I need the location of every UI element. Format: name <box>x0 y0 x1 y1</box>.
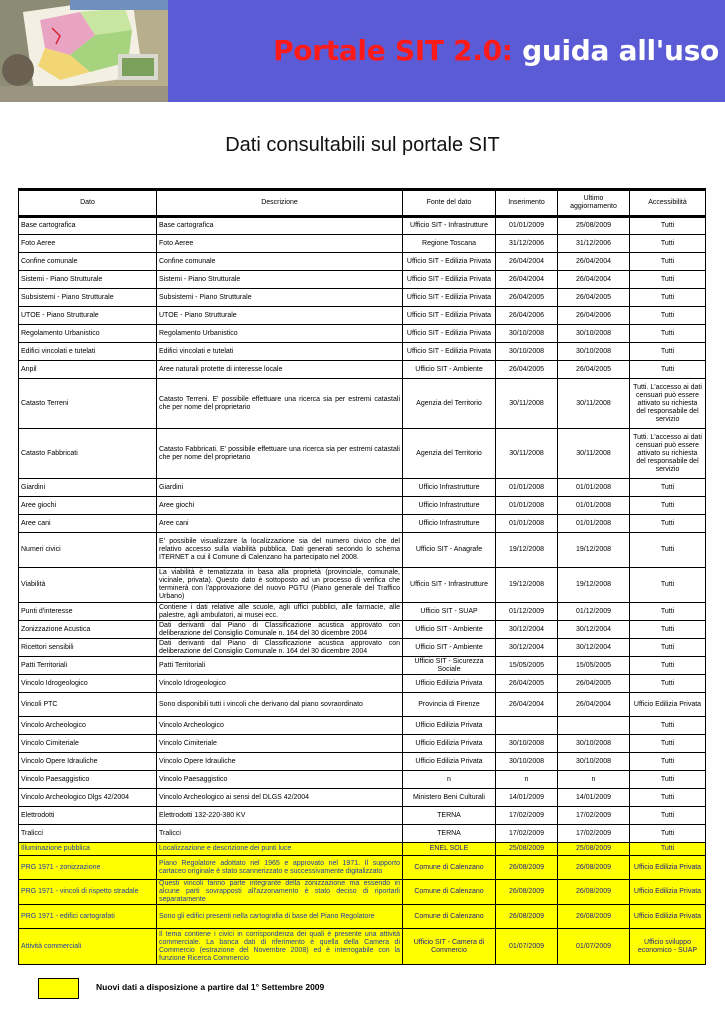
cell-inserimento: 17/02/2009 <box>496 825 558 843</box>
cell-aggiornamento: 30/10/2008 <box>558 735 630 753</box>
cell-fonte: Ufficio SIT - Edilizia Privata <box>403 253 496 271</box>
cell-accessibilita: Tutti <box>630 217 706 235</box>
cell-dato: Vincolo Idrogeologico <box>19 675 157 693</box>
cell-inserimento: n <box>496 771 558 789</box>
cell-inserimento: 30/12/2004 <box>496 639 558 657</box>
cell-descrizione: Base cartografica <box>157 217 403 235</box>
table-row <box>19 515 706 533</box>
column-header-inserimento: Inserimento <box>496 190 558 217</box>
cell-fonte: Ufficio SIT - Infrastrutture <box>403 568 496 603</box>
cell-accessibilita: Tutti <box>630 825 706 843</box>
cell-fonte: Ufficio SIT - Edilizia Privata <box>403 289 496 307</box>
cell-aggiornamento: 01/12/2009 <box>558 603 630 621</box>
cell-inserimento: 26/04/2005 <box>496 361 558 379</box>
cell-aggiornamento: 19/12/2008 <box>558 533 630 568</box>
cell-fonte: TERNA <box>403 807 496 825</box>
cell-aggiornamento: 30/11/2008 <box>558 379 630 429</box>
cell-accessibilita: Tutti <box>630 639 706 657</box>
table-row <box>19 307 706 325</box>
cell-inserimento: 30/10/2008 <box>496 343 558 361</box>
cell-aggiornamento: 30/10/2008 <box>558 753 630 771</box>
cell-inserimento: 30/12/2004 <box>496 621 558 639</box>
cell-inserimento: 26/04/2006 <box>496 307 558 325</box>
cell-fonte: Comune di Calenzano <box>403 905 496 929</box>
cell-inserimento: 30/11/2008 <box>496 429 558 479</box>
cell-fonte: Ufficio SIT - Ambiente <box>403 361 496 379</box>
header-banner <box>0 0 725 102</box>
cell-inserimento: 26/08/2009 <box>496 880 558 905</box>
cell-accessibilita: Tutti <box>630 843 706 856</box>
cell-fonte: ENEL SOLE <box>403 843 496 856</box>
cell-fonte: Agenzia del Territorio <box>403 379 496 429</box>
cell-fonte: Ufficio SIT - Infrastrutture <box>403 217 496 235</box>
cell-inserimento: 17/02/2009 <box>496 807 558 825</box>
cell-descrizione: Sono disponibili tutti i vincoli che derivano dal piano sovraordinato <box>157 693 403 717</box>
cell-aggiornamento: 26/04/2004 <box>558 253 630 271</box>
table-row <box>19 771 706 789</box>
cell-inserimento: 26/04/2005 <box>496 675 558 693</box>
cell-aggiornamento: 26/04/2004 <box>558 693 630 717</box>
cell-fonte: Regione Toscana <box>403 235 496 253</box>
cell-accessibilita: Tutti <box>630 568 706 603</box>
header-title <box>273 34 719 67</box>
cell-fonte: Comune di Calenzano <box>403 880 496 905</box>
cell-descrizione: Dati derivanti dal Piano di Classificazione acustica approvato con deliberazione del Consiglio Comunale n. 164 del 30 dicembre 2004 <box>157 639 403 657</box>
cell-dato: Patti Territoriali <box>19 657 157 675</box>
table-row <box>19 568 706 603</box>
cell-accessibilita: Tutti <box>630 717 706 735</box>
cell-aggiornamento: 25/08/2009 <box>558 217 630 235</box>
cell-aggiornamento: 17/02/2009 <box>558 807 630 825</box>
cell-descrizione: Vincolo Archeologico <box>157 717 403 735</box>
cell-inserimento: 26/04/2004 <box>496 271 558 289</box>
cell-aggiornamento: 26/08/2009 <box>558 880 630 905</box>
cell-inserimento: 01/01/2008 <box>496 497 558 515</box>
cell-inserimento: 01/01/2009 <box>496 217 558 235</box>
table-row <box>19 929 706 965</box>
cell-dato: Catasto Fabbricati <box>19 429 157 479</box>
data-table <box>18 188 706 965</box>
cell-dato: Aree giochi <box>19 497 157 515</box>
cell-aggiornamento <box>558 717 630 735</box>
table-row <box>19 843 706 856</box>
cell-accessibilita: Ufficio Edilizia Privata <box>630 905 706 929</box>
cell-aggiornamento: 26/04/2005 <box>558 675 630 693</box>
cell-descrizione: Vincolo Idrogeologico <box>157 675 403 693</box>
cell-descrizione: Elettrodotti 132-220-380 KV <box>157 807 403 825</box>
table-row <box>19 789 706 807</box>
cell-inserimento <box>496 717 558 735</box>
cell-inserimento: 30/10/2008 <box>496 753 558 771</box>
cell-dato: Vincolo Archeologico Dlgs 42/2004 <box>19 789 157 807</box>
cell-descrizione: Tralicci <box>157 825 403 843</box>
cell-accessibilita: Tutti <box>630 325 706 343</box>
table-row <box>19 289 706 307</box>
cell-descrizione: Catasto Terreni. E' possibile effettuare una ricerca sia per estremi catastali che per nome del proprietario <box>157 379 403 429</box>
cell-descrizione: Sono gli edifici presenti nella cartografia di base del Piano Regolatore <box>157 905 403 929</box>
table-row <box>19 639 706 657</box>
table-row <box>19 675 706 693</box>
cell-inserimento: 19/12/2008 <box>496 568 558 603</box>
cell-accessibilita: Tutti <box>630 753 706 771</box>
column-header-descrizione: Descrizione <box>157 190 403 217</box>
cell-fonte: Ufficio Infrastrutture <box>403 479 496 497</box>
cell-aggiornamento: 25/08/2009 <box>558 843 630 856</box>
cell-dato: UTOE - Piano Strutturale <box>19 307 157 325</box>
cell-inserimento: 01/07/2009 <box>496 929 558 965</box>
cell-descrizione: Regolamento Urbanistico <box>157 325 403 343</box>
cell-inserimento: 01/01/2008 <box>496 515 558 533</box>
cell-dato: Anpil <box>19 361 157 379</box>
cell-aggiornamento: 26/04/2006 <box>558 307 630 325</box>
cell-dato: Vincolo Cimiteriale <box>19 735 157 753</box>
cell-fonte: Ufficio SIT - Edilizia Privata <box>403 343 496 361</box>
cell-descrizione: Vincolo Archeologico ai sensi del DLGS 42/2004 <box>157 789 403 807</box>
cell-accessibilita: Tutti <box>630 789 706 807</box>
cell-accessibilita: Tutti <box>630 361 706 379</box>
cell-dato: Base cartografica <box>19 217 157 235</box>
table-row <box>19 880 706 905</box>
cell-inserimento: 25/08/2009 <box>496 843 558 856</box>
header-title-part1: Portale SIT 2.0: <box>273 34 513 67</box>
cell-inserimento: 15/05/2005 <box>496 657 558 675</box>
cell-dato: Catasto Terreni <box>19 379 157 429</box>
table-row <box>19 905 706 929</box>
cell-descrizione: Foto Aeree <box>157 235 403 253</box>
cell-inserimento: 14/01/2009 <box>496 789 558 807</box>
cell-dato: Viabilità <box>19 568 157 603</box>
cell-fonte: Agenzia del Territorio <box>403 429 496 479</box>
legend-color-swatch <box>38 978 79 999</box>
cell-accessibilita: Tutti <box>630 603 706 621</box>
map-collage-icon <box>0 0 168 102</box>
cell-dato: Giardini <box>19 479 157 497</box>
cell-inserimento: 26/08/2009 <box>496 856 558 880</box>
cell-inserimento: 01/01/2008 <box>496 479 558 497</box>
cell-descrizione: Patti Territoriali <box>157 657 403 675</box>
cell-dato: Illuminazione pubblica <box>19 843 157 856</box>
cell-dato: Aree cani <box>19 515 157 533</box>
column-header-fonte: Fonte del dato <box>403 190 496 217</box>
cell-fonte: Ufficio SIT - Edilizia Privata <box>403 307 496 325</box>
table-row <box>19 717 706 735</box>
cell-aggiornamento: 14/01/2009 <box>558 789 630 807</box>
cell-aggiornamento: 30/10/2008 <box>558 343 630 361</box>
cell-fonte: Ufficio Edilizia Privata <box>403 735 496 753</box>
cell-aggiornamento: 26/04/2005 <box>558 361 630 379</box>
cell-aggiornamento: 31/12/2006 <box>558 235 630 253</box>
cell-descrizione: Contiene i dati relative alle scuole, agli uffici pubblici, alle farmacie, alle palestre, agli ambulatori, ai musei ecc. <box>157 603 403 621</box>
cell-dato: PRG 1971 - edifici cartografati <box>19 905 157 929</box>
table-row <box>19 235 706 253</box>
cell-descrizione: UTOE - Piano Strutturale <box>157 307 403 325</box>
cell-dato: Vincoli PTC <box>19 693 157 717</box>
cell-inserimento: 26/04/2004 <box>496 253 558 271</box>
cell-dato: Vincolo Paesaggistico <box>19 771 157 789</box>
cell-inserimento: 26/04/2004 <box>496 693 558 717</box>
cell-aggiornamento: 30/10/2008 <box>558 325 630 343</box>
cell-fonte: Ufficio SIT - Ambiente <box>403 639 496 657</box>
table-row <box>19 379 706 429</box>
cell-dato: Ricettori sensibili <box>19 639 157 657</box>
cell-aggiornamento: n <box>558 771 630 789</box>
cell-inserimento: 01/12/2009 <box>496 603 558 621</box>
cell-aggiornamento: 17/02/2009 <box>558 825 630 843</box>
table-row <box>19 271 706 289</box>
cell-descrizione: Il tema contiene i civici in corrispondenza dei quali è presente una attività commerciale. La banca dati di riferimento è quella della Camera di Commercio (estrazione del Novembre 2008) ed è interrogabile con la funzione Ricerca Commercio <box>157 929 403 965</box>
table-row <box>19 693 706 717</box>
cell-accessibilita: Tutti <box>630 807 706 825</box>
cell-fonte: Ufficio SIT - Ambiente <box>403 621 496 639</box>
cell-aggiornamento: 26/08/2009 <box>558 856 630 880</box>
cell-fonte: Ufficio SIT - Edilizia Privata <box>403 271 496 289</box>
header-map-image <box>0 0 168 102</box>
cell-fonte: Ufficio Edilizia Privata <box>403 753 496 771</box>
cell-accessibilita: Ufficio sviluppo economico - SUAP <box>630 929 706 965</box>
column-header-accessibilita: Accessibilità <box>630 190 706 217</box>
cell-descrizione: Sistemi - Piano Strutturale <box>157 271 403 289</box>
cell-dato: PRG 1971 - zonizzazione <box>19 856 157 880</box>
cell-dato: Vincolo Opere Idrauliche <box>19 753 157 771</box>
cell-fonte: Ufficio Infrastrutture <box>403 497 496 515</box>
cell-descrizione: Questi vincoli fanno parte integrante della zonizzazione ma essendo in alcune parti sovrapposti all'azzonamento è stato deciso di riportarli separatamente <box>157 880 403 905</box>
table-row <box>19 497 706 515</box>
cell-accessibilita: Tutti <box>630 657 706 675</box>
table-row <box>19 253 706 271</box>
table-row <box>19 603 706 621</box>
legend-label: Nuovi dati a disposizione a partire dal 1° Settembre 2009 <box>96 982 325 992</box>
cell-fonte: Ufficio SIT - Sicurezza Sociale <box>403 657 496 675</box>
cell-dato: PRG 1971 - vincoli di rispetto stradale <box>19 880 157 905</box>
table-row <box>19 856 706 880</box>
cell-aggiornamento: 19/12/2008 <box>558 568 630 603</box>
cell-fonte: Ufficio SIT - Edilizia Privata <box>403 325 496 343</box>
table-row <box>19 621 706 639</box>
cell-descrizione: Vincolo Opere Idrauliche <box>157 753 403 771</box>
cell-accessibilita: Tutti <box>630 479 706 497</box>
cell-fonte: Ufficio SIT - Camera di Commercio <box>403 929 496 965</box>
cell-accessibilita: Tutti <box>630 307 706 325</box>
cell-descrizione: Edifici vincolati e tutelati <box>157 343 403 361</box>
table-row <box>19 343 706 361</box>
cell-accessibilita: Tutti <box>630 497 706 515</box>
cell-dato: Vincolo Archeologico <box>19 717 157 735</box>
table-header-row <box>19 190 706 217</box>
cell-accessibilita: Tutti <box>630 271 706 289</box>
cell-fonte: Ufficio Infrastrutture <box>403 515 496 533</box>
cell-descrizione: Subsistemi - Piano Strutturale <box>157 289 403 307</box>
cell-dato: Edifici vincolati e tutelati <box>19 343 157 361</box>
cell-inserimento: 26/04/2005 <box>496 289 558 307</box>
cell-aggiornamento: 26/04/2004 <box>558 271 630 289</box>
cell-descrizione: Vincolo Paesaggistico <box>157 771 403 789</box>
table-body <box>19 217 706 965</box>
cell-inserimento: 30/10/2008 <box>496 325 558 343</box>
cell-aggiornamento: 30/11/2008 <box>558 429 630 479</box>
cell-accessibilita: Tutti <box>630 515 706 533</box>
table-row <box>19 533 706 568</box>
cell-inserimento: 30/10/2008 <box>496 735 558 753</box>
cell-aggiornamento: 26/04/2005 <box>558 289 630 307</box>
cell-fonte: TERNA <box>403 825 496 843</box>
cell-descrizione: Catasto Fabbricati. E' possibile effettuare una ricerca sia per estremi catastali che per nome del proprietario <box>157 429 403 479</box>
cell-accessibilita: Ufficio Edilizia Privata <box>630 856 706 880</box>
table-row <box>19 429 706 479</box>
table-row <box>19 325 706 343</box>
table-row <box>19 753 706 771</box>
cell-descrizione: Aree naturali protette di interesse locale <box>157 361 403 379</box>
cell-inserimento: 30/11/2008 <box>496 379 558 429</box>
cell-dato: Elettrodotti <box>19 807 157 825</box>
cell-accessibilita: Tutti. L'accesso ai dati censuari può essere attivato su richiesta del responsabile del servizio <box>630 429 706 479</box>
table-row <box>19 657 706 675</box>
cell-accessibilita: Tutti <box>630 735 706 753</box>
cell-fonte: Ufficio SIT - SUAP <box>403 603 496 621</box>
page-title: Dati consultabili sul portale SIT <box>225 134 500 156</box>
cell-dato: Confine comunale <box>19 253 157 271</box>
cell-aggiornamento: 30/12/2004 <box>558 639 630 657</box>
cell-fonte: Ministero Beni Culturali <box>403 789 496 807</box>
cell-fonte: n <box>403 771 496 789</box>
cell-aggiornamento: 26/08/2009 <box>558 905 630 929</box>
cell-dato: Regolamento Urbanistico <box>19 325 157 343</box>
column-header-aggiornamento: Ultimo aggiornamento <box>558 190 630 217</box>
cell-aggiornamento: 30/12/2004 <box>558 621 630 639</box>
cell-accessibilita: Ufficio Edilizia Privata <box>630 693 706 717</box>
cell-descrizione: Dati derivanti dal Piano di Classificazione acustica approvato con deliberazione del Consiglio Comunale n. 164 del 30 dicembre 2004 <box>157 621 403 639</box>
table-row <box>19 361 706 379</box>
cell-inserimento: 26/08/2009 <box>496 905 558 929</box>
cell-accessibilita: Tutti <box>630 289 706 307</box>
cell-descrizione: La viabilità è tematizzata in basa alla proprietà (provinciale, comunale, vicinale, privata). Questo dato è sottoposto ad un processo di verifica che terminerà con l'approvazione del nuovo PGTU (Piano generale del Traffico Urbano) <box>157 568 403 603</box>
cell-dato: Punti d'interesse <box>19 603 157 621</box>
cell-aggiornamento: 01/01/2008 <box>558 515 630 533</box>
cell-descrizione: Localizzazione e descrizione dei punti luce <box>157 843 403 856</box>
cell-dato: Sistemi - Piano Strutturale <box>19 271 157 289</box>
table-row <box>19 735 706 753</box>
cell-inserimento: 31/12/2006 <box>496 235 558 253</box>
cell-fonte: Ufficio Edilizia Privata <box>403 675 496 693</box>
cell-accessibilita: Tutti <box>630 253 706 271</box>
cell-accessibilita: Tutti <box>630 235 706 253</box>
cell-descrizione: E' possibile visualizzare la localizzazione sia del numero civico che del relativo accesso sulla viabilità pubblica. Dati generati secondo lo schema ITERNET a cui il Comune di Calenzano ha partecipato nel 2008. <box>157 533 403 568</box>
cell-aggiornamento: 15/05/2005 <box>558 657 630 675</box>
cell-fonte: Ufficio SIT - Anagrafe <box>403 533 496 568</box>
header-title-part2: guida all'uso <box>512 34 719 67</box>
cell-descrizione: Aree giochi <box>157 497 403 515</box>
cell-fonte: Ufficio Edilizia Privata <box>403 717 496 735</box>
table-row <box>19 825 706 843</box>
table-row <box>19 807 706 825</box>
table-row <box>19 479 706 497</box>
cell-dato: Subsistemi - Piano Strutturale <box>19 289 157 307</box>
cell-descrizione: Giardini <box>157 479 403 497</box>
cell-accessibilita: Tutti <box>630 771 706 789</box>
cell-accessibilita: Ufficio Edilizia Privata <box>630 880 706 905</box>
cell-aggiornamento: 01/07/2009 <box>558 929 630 965</box>
cell-fonte: Comune di Calenzano <box>403 856 496 880</box>
cell-accessibilita: Tutti <box>630 621 706 639</box>
cell-accessibilita: Tutti <box>630 675 706 693</box>
cell-accessibilita: Tutti <box>630 343 706 361</box>
cell-accessibilita: Tutti <box>630 533 706 568</box>
cell-aggiornamento: 01/01/2008 <box>558 479 630 497</box>
cell-dato: Numeri civici <box>19 533 157 568</box>
cell-fonte: Provincia di Firenze <box>403 693 496 717</box>
table-row <box>19 217 706 235</box>
cell-dato: Tralicci <box>19 825 157 843</box>
cell-aggiornamento: 01/01/2008 <box>558 497 630 515</box>
cell-descrizione: Aree cani <box>157 515 403 533</box>
cell-accessibilita: Tutti. L'accesso ai dati censuari può essere attivato su richiesta del responsabile del servizio <box>630 379 706 429</box>
cell-descrizione: Confine comunale <box>157 253 403 271</box>
cell-inserimento: 19/12/2008 <box>496 533 558 568</box>
cell-dato: Zonizzazione Acustica <box>19 621 157 639</box>
cell-descrizione: Vincolo Cimiteriale <box>157 735 403 753</box>
cell-dato: Attività commerciali <box>19 929 157 965</box>
column-header-dato: Dato <box>19 190 157 217</box>
cell-dato: Foto Aeree <box>19 235 157 253</box>
cell-descrizione: Piano Regolatore adottato nel 1965 e approvato nel 1971. Il supporto cartaceo originale è stato scannerizzato e successivamente digitalizzato <box>157 856 403 880</box>
